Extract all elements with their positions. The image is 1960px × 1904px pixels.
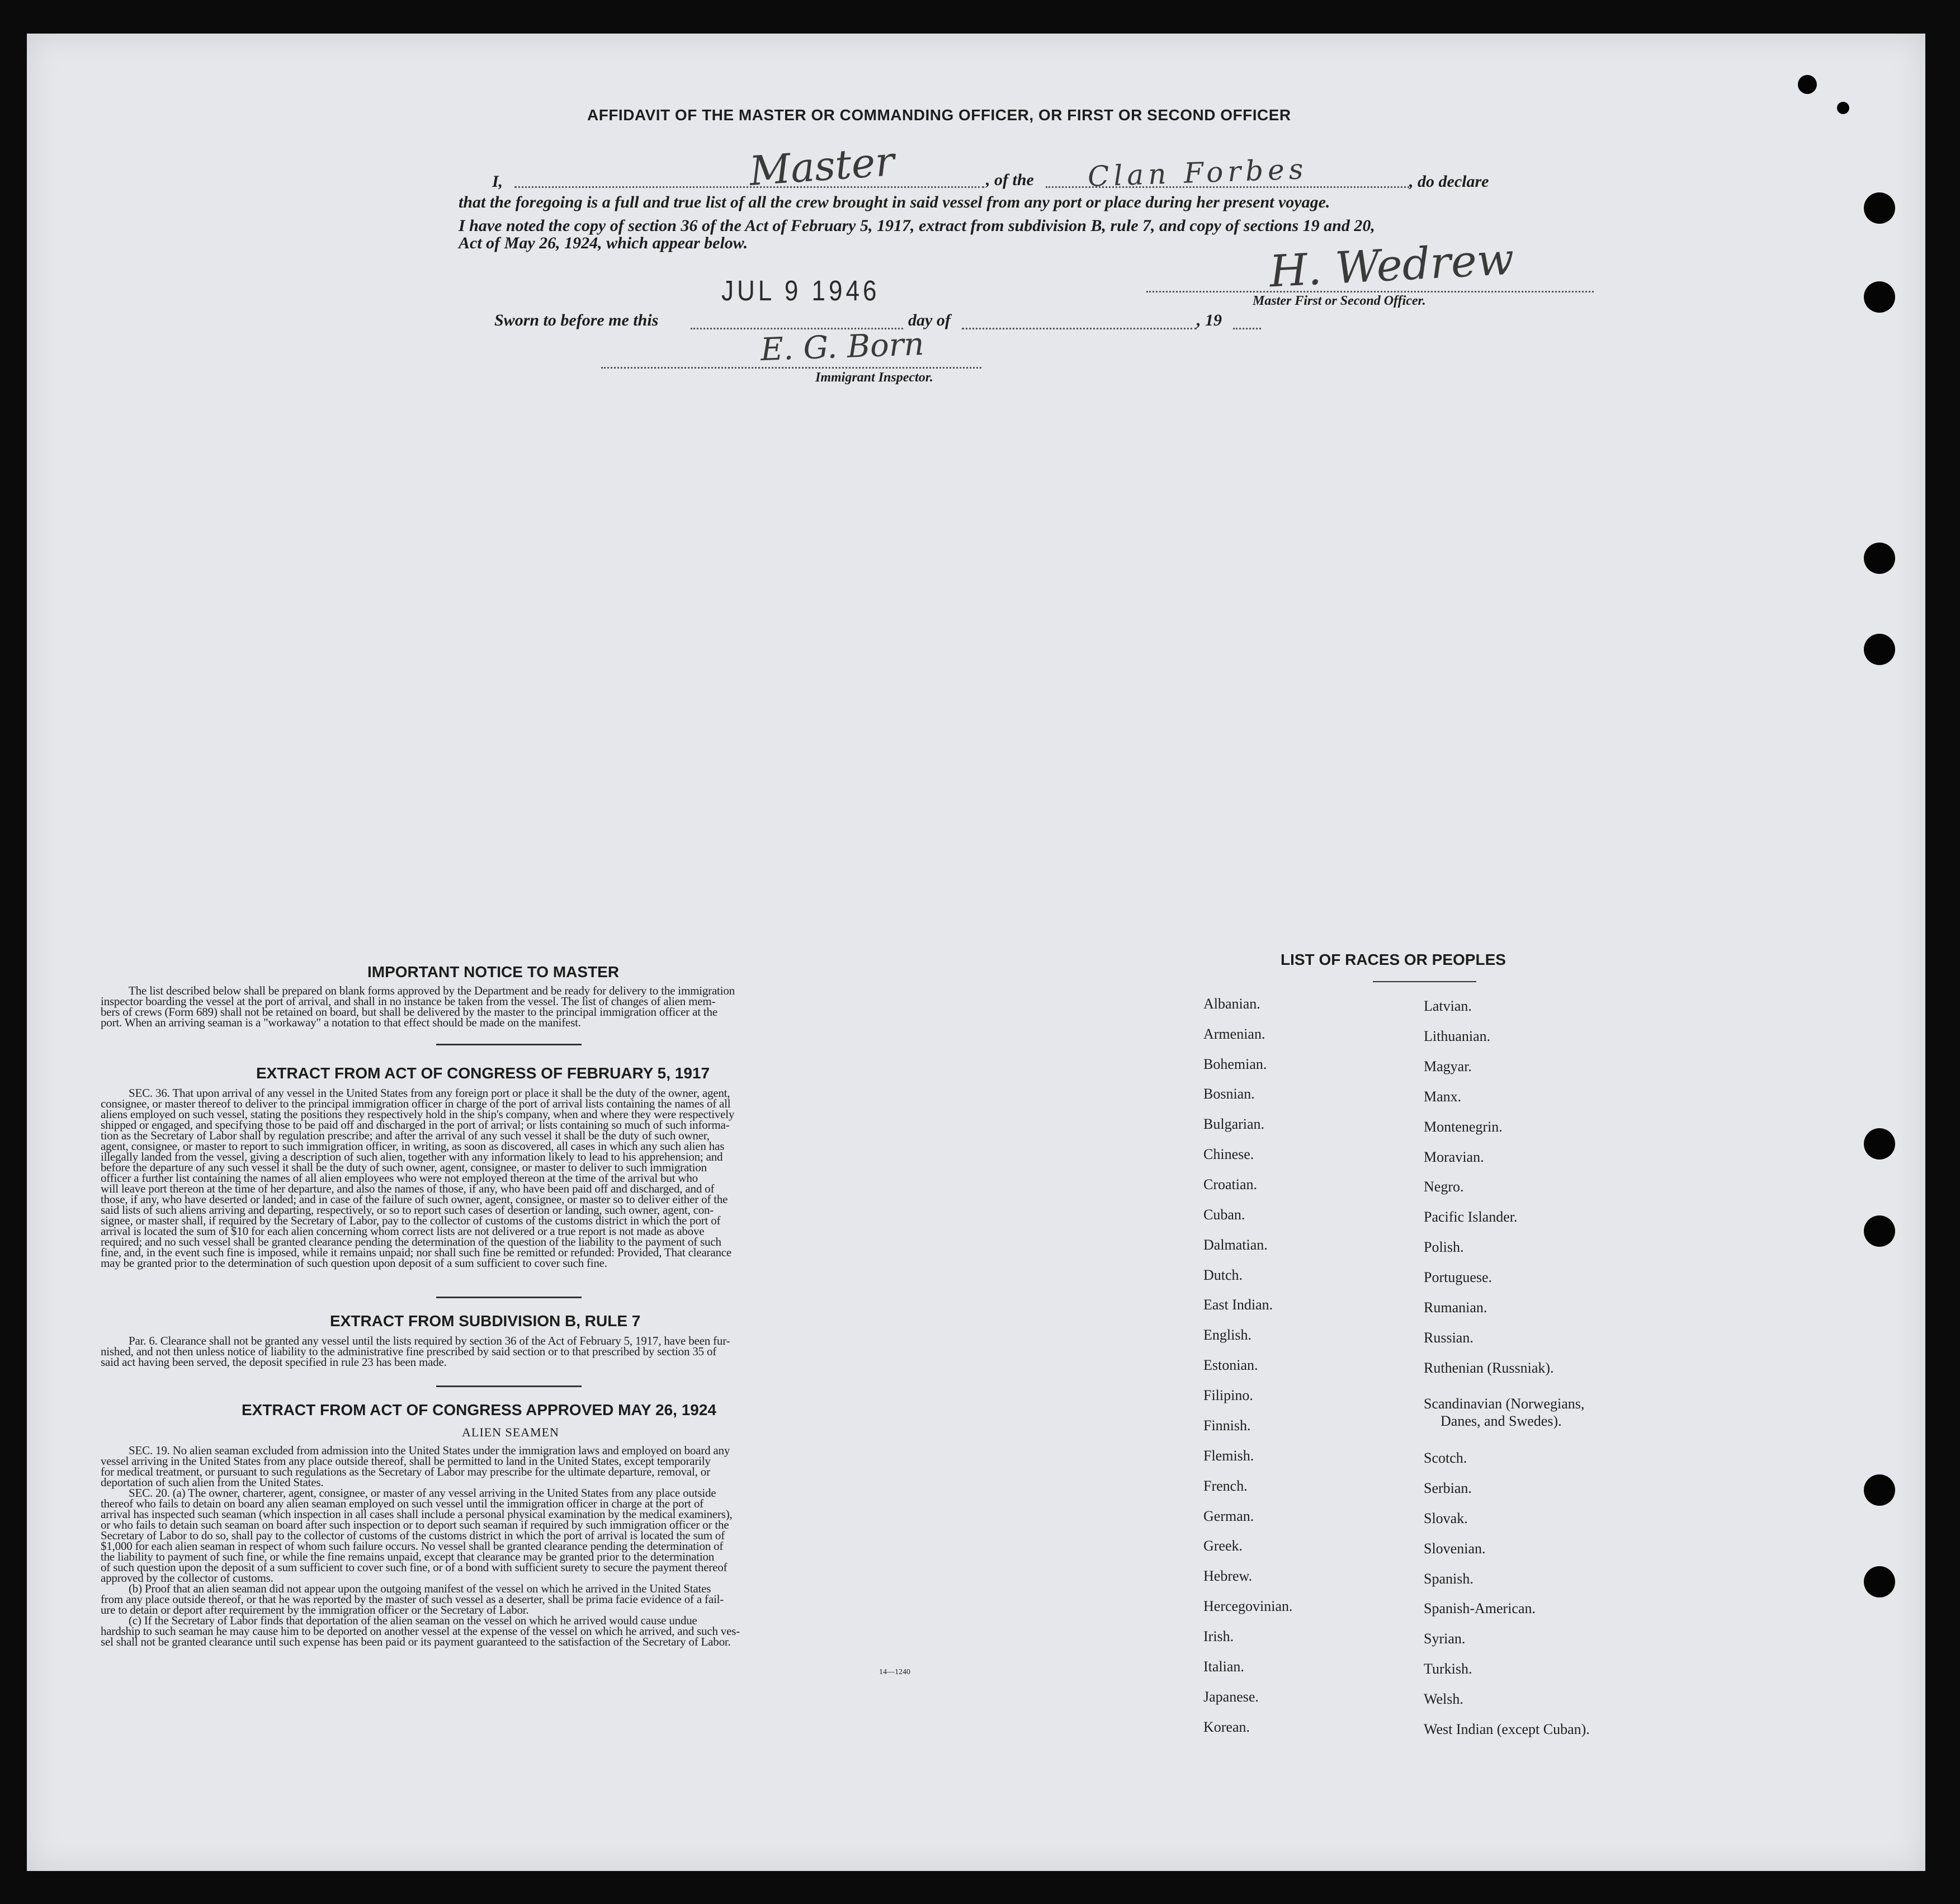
- inspector-caption: Immigrant Inspector.: [815, 370, 933, 385]
- race-item: Polish.: [1424, 1239, 1464, 1255]
- race-item: Flemish.: [1203, 1448, 1254, 1464]
- divider: [436, 1044, 582, 1045]
- affidavit-title: AFFIDAVIT OF THE MASTER OR COMMANDING OFFICER, OR FIRST OR SECOND OFFICER: [587, 106, 1291, 124]
- race-item: Chinese.: [1203, 1146, 1254, 1162]
- sec20-line: (b) Proof that an alien seaman did not appear upon the outgoing manifest of the vessel on which he arrived in the United States: [129, 1582, 711, 1595]
- sec36-line: fine, and, in the event such fine is imposed, while it remains unpaid; nor shall such fine be remitted or refunded: Provided, That clearance: [101, 1246, 732, 1259]
- divider: [436, 1297, 582, 1298]
- race-item: Russian.: [1424, 1330, 1473, 1346]
- race-item: Hercegovinian.: [1203, 1598, 1293, 1614]
- sec36-line: consignee, or master thereof to deliver to the principal immigration officer in charge of the port of arrival lists containing the names of all: [101, 1097, 731, 1110]
- inspector-signature: E. G. Born: [759, 326, 925, 369]
- race-item: East Indian.: [1203, 1297, 1273, 1313]
- staple-mark: [1837, 102, 1849, 114]
- race-item: Slovenian.: [1424, 1540, 1486, 1557]
- master-name-handwriting: Master: [748, 138, 896, 195]
- race-item: Spanish-American.: [1424, 1600, 1536, 1616]
- notice-line: inspector boarding the vessel at the port of arrival, and shall in no instance be taken from the vessel. The list of changes of alien mem-: [101, 995, 716, 1008]
- sec19-line: SEC. 19. No alien seaman excluded from admission into the United States under the immigration laws and employed on board any: [129, 1444, 730, 1457]
- notice-line: port. When an arriving seaman is a "workaway" a notation to that effect should be made on the manifest.: [101, 1016, 581, 1029]
- year-label: , 19: [1197, 311, 1222, 329]
- race-item: Bohemian.: [1203, 1056, 1267, 1072]
- race-item: Bulgarian.: [1203, 1116, 1265, 1132]
- race-item: West Indian (except Cuban).: [1424, 1721, 1590, 1737]
- sec36-line: agent, consignee, or master to report to such immigration officer, in writing, as soon as discovered, all cases in which any such alien has: [101, 1139, 725, 1153]
- race-item: Croatian.: [1203, 1176, 1258, 1193]
- race-item: Latvian.: [1424, 998, 1472, 1014]
- vessel-name-handwriting: Clan Forbes: [1087, 153, 1309, 193]
- notice-line: The list described below shall be prepared on blank forms approved by the Department and be ready for delivery to the immigration: [129, 984, 735, 997]
- race-item: Armenian.: [1203, 1026, 1265, 1042]
- year-line: [1233, 328, 1261, 329]
- sec20-line: thereof who fails to detain on board any alien seaman employed on such vessel until the immigration officer in charge at the port of: [101, 1497, 703, 1510]
- sec36-line: those, if any, who have deserted or landed; and in case of the failure of such owner, agent, consignee, or master so to deliver either of the: [101, 1193, 728, 1206]
- sec36-line: said lists of such aliens arriving and departing, respectively, or so to report such cases of desertion or landing, such owner, agent, con-: [101, 1203, 714, 1217]
- subdivision-b-title: EXTRACT FROM SUBDIVISION B, RULE 7: [330, 1312, 641, 1330]
- races-title: LIST OF RACES OR PEOPLES: [1281, 951, 1506, 968]
- of-the-label: , of the: [986, 171, 1034, 189]
- sec36-line: SEC. 36. That upon arrival of any vessel in the United States from any foreign port or place it shall be the duty of the owner, agent,: [129, 1086, 730, 1100]
- race-item: English.: [1203, 1327, 1251, 1343]
- sec36-line: aliens employed on such vessel, stating the positions they respectively hold in the ship's company, when and where they were respectively: [101, 1107, 735, 1121]
- inspector-signature-line: [601, 367, 981, 369]
- sec20-line: SEC. 20. (a) The owner, charterer, agent, consignee, or master of any vessel arriving in the United States from any place outside: [129, 1486, 716, 1500]
- race-item: Japanese.: [1203, 1689, 1259, 1705]
- race-item: Syrian.: [1424, 1630, 1466, 1647]
- race-item: Finnish.: [1203, 1417, 1251, 1434]
- do-declare-label: , do declare: [1409, 172, 1489, 191]
- divider: [1373, 981, 1476, 982]
- sec36-line: required; and no such vessel shall be granted clearance pending the determination of the question of the liability to the payment of such: [101, 1235, 721, 1248]
- sec19-line: vessel arriving in the United States from any place outside thereof, shall be permitted to land in the United States, except temporarily: [101, 1454, 711, 1468]
- sec20-line: sel shall not be granted clearance until such expense has been paid or its payment guaranteed to the satisfaction of the Secretary of Labor.: [101, 1635, 731, 1648]
- affidavit-line-2: that the foregoing is a full and true list of all the crew brought in said vessel from any port or place during her present voyage.: [459, 193, 1330, 211]
- race-item: Ruthenian (Russniak).: [1424, 1360, 1554, 1376]
- race-item: Slovak.: [1424, 1510, 1468, 1526]
- sec20-line: or who fails to detain such seaman on board after such inspection or to deport such seaman if required by such immigration officer or the: [101, 1518, 729, 1531]
- sec36-line: will leave port thereon at the time of her departure, and also the names of those, if any, who have been paid off and discharged, and of: [101, 1182, 715, 1195]
- race-item: Magyar.: [1424, 1058, 1472, 1074]
- race-item: Cuban.: [1203, 1207, 1245, 1223]
- sec36-line: officer a further list containing the names of all alien employees who were not employed thereon at the time of the arrival but who: [101, 1171, 698, 1185]
- rule7-line: Par. 6. Clearance shall not be granted any vessel until the lists required by section 36 of the Act of February 5, 1917, have been fur-: [129, 1334, 730, 1347]
- sec20-line: Secretary of Labor to do so, shall pay to the collector of customs of the customs district in which the port of arrival is located the sum of: [101, 1529, 725, 1542]
- sec19-line: deportation of such alien from the United States.: [101, 1476, 324, 1489]
- sec36-line: arrival is located the sum of $10 for each alien concerning whom correct lists are not delivered or a true report is not made as above: [101, 1224, 705, 1238]
- race-item: Greek.: [1203, 1538, 1243, 1554]
- race-item: Korean.: [1203, 1719, 1250, 1735]
- punch-hole: [1864, 634, 1895, 665]
- race-item: Albanian.: [1203, 996, 1260, 1012]
- race-item: Montenegrin.: [1424, 1119, 1503, 1135]
- date-stamp: JUL 9 1946: [721, 275, 880, 307]
- affidavit-line-3: I have noted the copy of section 36 of the Act of February 5, 1917, extract from subdivision B, rule 7, and copy of sections 19 and 20,: [459, 216, 1375, 235]
- affidavit-i-label: I,: [492, 172, 503, 191]
- sec20-line: approved by the collector of customs.: [101, 1571, 273, 1585]
- extract-1917-title: EXTRACT FROM ACT OF CONGRESS OF FEBRUARY 5, 1917: [256, 1064, 710, 1082]
- race-item: Turkish.: [1424, 1661, 1472, 1677]
- sec36-line: before the departure of any such vessel it shall be the duty of such owner, agent, consignee, or master to deliver to such immigration: [101, 1161, 707, 1174]
- race-item: Danes, and Swedes).: [1441, 1413, 1562, 1429]
- race-item: Serbian.: [1424, 1480, 1472, 1496]
- day-of-label: day of: [908, 311, 951, 329]
- sec20-line: $1,000 for each alien seaman in respect of whom such failure occurs. No vessel shall be granted clearance pending the determination of: [101, 1539, 724, 1553]
- extract-1924-text: [101, 1445, 923, 1647]
- race-item: Welsh.: [1424, 1691, 1463, 1707]
- officer-caption: Master First or Second Officer.: [1253, 294, 1426, 308]
- punch-hole: [1864, 1474, 1895, 1506]
- race-item: Manx.: [1424, 1088, 1462, 1105]
- race-item: Moravian.: [1424, 1149, 1484, 1165]
- race-item: Irish.: [1203, 1628, 1234, 1644]
- race-item: Rumanian.: [1424, 1299, 1487, 1316]
- punch-hole: [1864, 1566, 1895, 1597]
- sec36-line: signee, or master shall, if required by the Secretary of Labor, pay to the collector of customs of the customs district in which the port of: [101, 1214, 721, 1227]
- race-item: Pacific Islander.: [1424, 1209, 1518, 1225]
- notice-line: bers of crews (Form 689) shall not be retained on board, but shall be delivered by the master to the principal immigration officer at the: [101, 1005, 717, 1019]
- sec36-line: tion as the Secretary of Labor shall by regulation prescribe; and after the arrival of any such vessel it shall be the duty of such owner,: [101, 1129, 710, 1142]
- rule7-line: said act having been served, the deposit specified in rule 23 has been made.: [101, 1355, 447, 1369]
- affidavit-line-4: Act of May 26, 1924, which appear below.: [459, 234, 748, 252]
- sec19-line: for medical treatment, or pursuant to such regulations as the Secretary of Labor may prescribe for the ultimate departure, removal, or: [101, 1465, 710, 1478]
- punch-hole: [1864, 192, 1895, 224]
- divider: [436, 1385, 582, 1387]
- sec20-line: from any place outside thereof, or that he was reported by the master of such vessel as a deserter, shall be prima facie evidence of a fail-: [101, 1592, 724, 1606]
- punch-hole: [1864, 1128, 1895, 1160]
- race-item: French.: [1203, 1478, 1248, 1494]
- officer-signature-line: [1146, 291, 1594, 293]
- race-item: Hebrew.: [1203, 1568, 1253, 1584]
- staple-mark: [1798, 75, 1817, 94]
- subdivision-b-text: [101, 1336, 923, 1368]
- sec36-line: may be granted prior to the determination of such question upon deposit of a sum sufficient to cover such fine.: [101, 1256, 607, 1270]
- sec36-line: shipped or engaged, and specifying those to be paid off and discharged in the port of arrival; or lists containing so much of such informa-: [101, 1118, 730, 1132]
- sec20-line: arrival has inspected such seaman (which inspection in all cases shall include a personal physical examination by the medical examiners),: [101, 1507, 733, 1521]
- race-item: Italian.: [1203, 1658, 1244, 1675]
- sec20-line: the liability to payment of such fine, or while the fine remains unpaid, except that clearance may be granted prior to the determination: [101, 1550, 715, 1563]
- race-item: German.: [1203, 1508, 1254, 1524]
- notice-text: [101, 986, 923, 1028]
- sec36-line: illegally landed from the vessel, giving a description of such alien, together with any information likely to lead to his apprehension; and: [101, 1150, 723, 1163]
- race-item: Filipino.: [1203, 1387, 1253, 1403]
- extract-1924-title: EXTRACT FROM ACT OF CONGRESS APPROVED MAY 26, 1924: [242, 1401, 716, 1418]
- alien-seamen-subtitle: ALIEN SEAMEN: [462, 1425, 559, 1439]
- race-item: Dutch.: [1203, 1267, 1243, 1283]
- punch-hole: [1864, 281, 1895, 313]
- race-item: Scotch.: [1424, 1450, 1467, 1466]
- race-item: Negro.: [1424, 1179, 1464, 1195]
- sworn-month-line: [962, 328, 1197, 329]
- race-item: Spanish.: [1424, 1571, 1473, 1587]
- race-item: Dalmatian.: [1203, 1237, 1268, 1253]
- officer-signature: H. Wedrew: [1268, 234, 1515, 298]
- rule7-line: nished, and not then unless notice of liability to the administrative fine prescribed by said section or to that prescribed by section 35 of: [101, 1345, 717, 1358]
- sec20-line: (c) If the Secretary of Labor finds that deportation of the alien seaman on the vessel on which he arrived would cause undue: [129, 1614, 697, 1627]
- sec20-line: ure to detain or deport after requirement by the immigration officer or the Secretary of Labor.: [101, 1603, 529, 1616]
- race-item: Scandinavian (Norwegians,: [1424, 1396, 1585, 1412]
- punch-hole: [1864, 543, 1895, 574]
- race-item: Lithuanian.: [1424, 1028, 1491, 1044]
- extract-1917-text: [101, 1088, 923, 1269]
- race-item: Portuguese.: [1424, 1269, 1493, 1285]
- sec20-line: hardship to such seaman he may cause him to be deported on another vessel at the expense of the vessel on which he arrived, and such ves-: [101, 1624, 740, 1638]
- form-number: 14—1240: [879, 1668, 910, 1676]
- notice-title: IMPORTANT NOTICE TO MASTER: [367, 963, 620, 981]
- race-item: Bosnian.: [1203, 1086, 1255, 1102]
- sworn-label: Sworn to before me this: [494, 311, 659, 329]
- race-item: Estonian.: [1203, 1357, 1258, 1373]
- punch-hole: [1864, 1215, 1895, 1247]
- sec20-line: of such question upon the deposit of a sum sufficient to cover such fine, or of a bond with sufficient surety to secure the payment thereof: [101, 1561, 728, 1574]
- name-line: [514, 186, 984, 188]
